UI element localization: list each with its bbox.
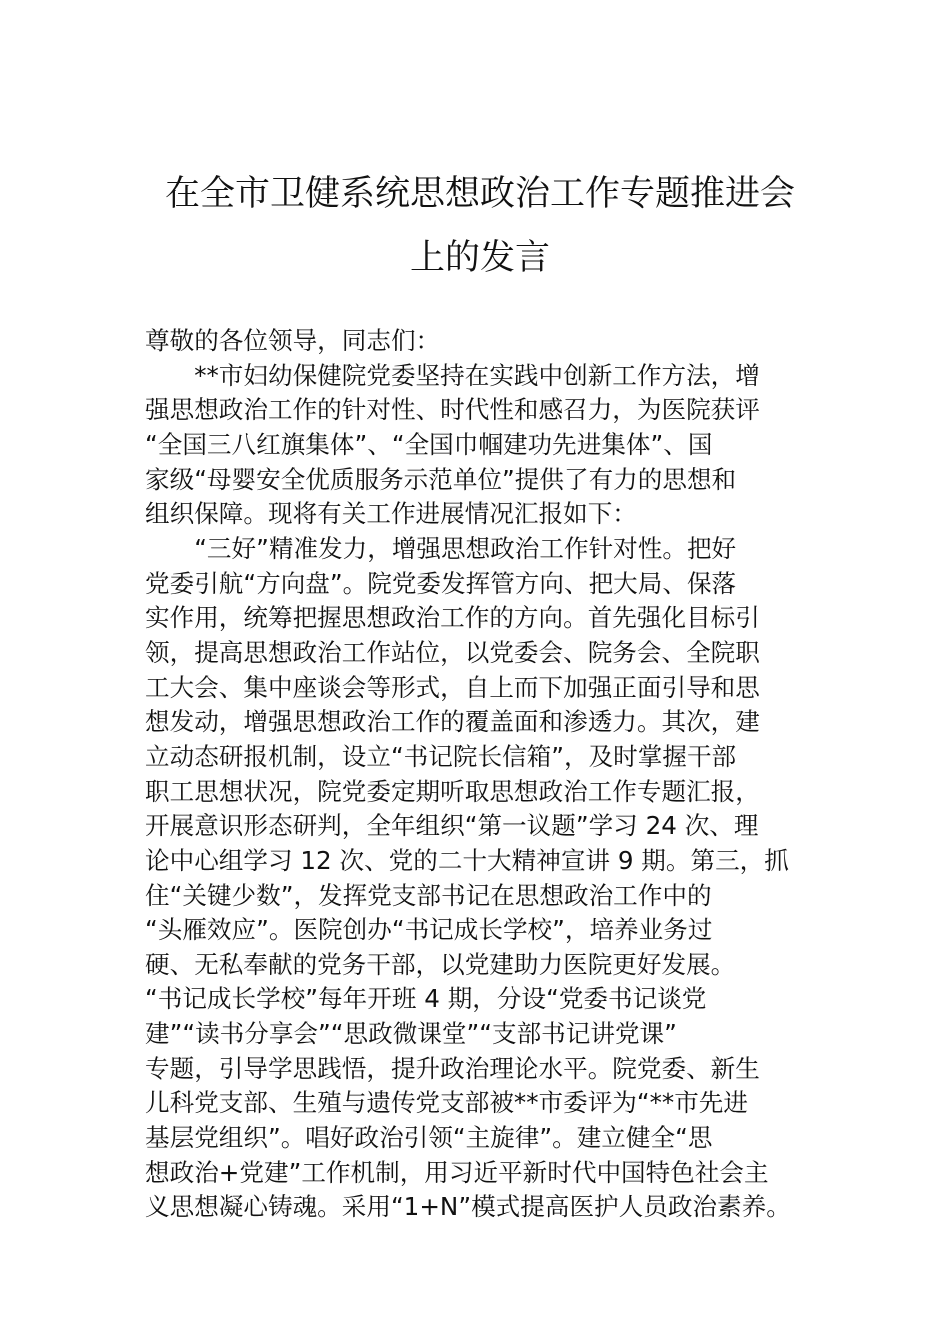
body-line: “三好”精准发力，增强思想政治工作针对性。把好 (145, 533, 737, 563)
body-line: 立动态研报机制，设立“书记院长信箱”，及时掌握干部 (145, 741, 737, 771)
salutation-line: 尊敬的各位领导，同志们： (145, 326, 441, 355)
document-body (145, 324, 825, 1225)
body-line: 实作用，统筹把握思想政治工作的方向。首先强化目标引 (145, 603, 760, 633)
body-line: 论中心组学习 12 次、党的二十大精神宣讲 9 期。第三，抓 (145, 845, 789, 875)
title-line: 在全市卫健系统思想政治工作专题推进会 (164, 174, 795, 214)
body-line: 组织保障。现将有关工作进展情况汇报如下： (145, 499, 637, 529)
body-line: **市妇幼保健院党委坚持在实践中创新工作方法，增 (145, 360, 760, 390)
body-line: 家级“母婴安全优质服务示范单位”提供了有力的思想和 (145, 464, 737, 494)
body-line: “书记成长学校”每年开班 4 期，分设“党委书记谈党 (145, 984, 707, 1014)
body-line: 开展意识形态研判，全年组织“第一议题”学习 24 次、理 (145, 811, 759, 841)
body-line: 专题，引导学思践悟，提升政治理论水平。院党委、新生 (145, 1053, 760, 1083)
body-line: 建”“读书分享会”“思政微课堂”“支部书记讲党课” (145, 1019, 677, 1049)
body-line: 义思想凝心铸魂。采用“1+N”模式提高医护人员政治素养。 (145, 1192, 791, 1222)
body-line: 领，提高思想政治工作站位，以党委会、院务会、全院职 (145, 637, 760, 667)
body-line: 想政治+党建”工作机制，用习近平新时代中国特色社会主 (145, 1157, 769, 1187)
body-line: “全国三八红旗集体”、“全国巾帼建功先进集体”、国 (145, 429, 713, 459)
body-line: 儿科党支部、生殖与遗传党支部被**市委评为“**市先进 (145, 1088, 748, 1118)
body-line: 住“关键少数”，发挥党支部书记在思想政治工作中的 (145, 880, 712, 910)
body-line: 职工思想状况，院党委定期听取思想政治工作专题汇报， (145, 776, 760, 806)
body-line: 基层党组织”。唱好政治引领“主旋律”。建立健全“思 (145, 1123, 713, 1153)
body-line: 工大会、集中座谈会等形式，自上而下加强正面引导和思 (145, 672, 760, 702)
body-line: 想发动，增强思想政治工作的覆盖面和渗透力。其次，建 (145, 707, 760, 737)
body-line: 强思想政治工作的针对性、时代性和感召力，为医院获评 (145, 395, 760, 425)
body-line: 硬、无私奉献的党务干部，以党建助力医院更好发展。 (145, 949, 736, 979)
body-line: “头雁效应”。医院创办“书记成长学校”，培养业务过 (145, 915, 713, 945)
title-line: 上的发言 (409, 238, 550, 278)
document-title (145, 162, 815, 290)
body-line: 党委引航“方向盘”。院党委发挥管方向、把大局、保落 (145, 568, 737, 598)
